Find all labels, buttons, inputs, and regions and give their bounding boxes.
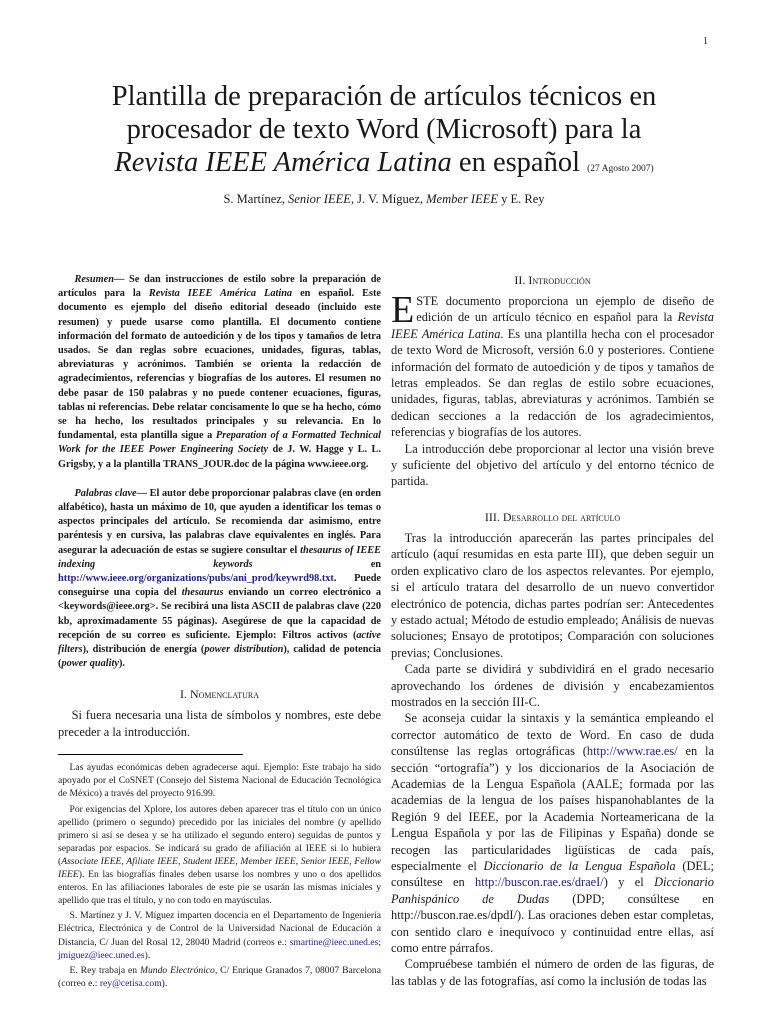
keywords-text: El autor debe proporcionar palabras clave (en orden alfabético), hasta un máximo de 10, que ayuden a identificar los temas o aspectos principales del artículo. Se recomienda dar asimismo, entre paréntesis y en cursiva, las palabras clave equivalentes en inglés. Para asegurar la adecuación de estas se sugiere consultar el bbox=[58, 487, 382, 556]
paper-title bbox=[40, 80, 728, 186]
title-line-3 bbox=[40, 146, 728, 186]
section-body: Compruébese también el número de orden de las figuras, de las tablas y de las fotografías, así como la inclusión de todas las bbox=[391, 957, 714, 988]
author-2: J. V. Míguez, bbox=[354, 192, 427, 206]
abstract bbox=[58, 273, 381, 472]
footnote-text: ). bbox=[144, 949, 151, 961]
footnote-text: , C/ Enrique Granados 7, 08007 Barcelona (correo e.: bbox=[58, 964, 381, 989]
body-italic: Revista IEEE América Latina bbox=[391, 310, 714, 341]
section-body bbox=[391, 710, 714, 956]
abstract-text: de J. W. Hagge y L. L. Grigsby, y a la plantilla TRANS_JOUR.doc de la página www.ieee.org. bbox=[58, 444, 381, 470]
author-2-role: Member IEEE bbox=[426, 192, 498, 206]
body-text: . Es una plantilla hecha con el procesador de texto Word de Microsoft, versión 6.0 y posteriores. Contiene información del formato de autoedición y de tipos y tamaños de letras empleados. Se dan reglas de estilo sobre ecuaciones, unidades, figuras, tablas, abreviaturas y acrónimos. También se dedican secciones a la redacción de los agradecimientos, referencias y biografías de los autores. bbox=[391, 326, 714, 440]
keywords bbox=[58, 487, 381, 672]
footnote bbox=[58, 964, 381, 990]
footnote-italic: Associate IEEE, Afiliate IEEE, Student IEEE, Member IEEE, Senior IEEE, Fellow IEEE bbox=[58, 855, 381, 881]
section-number: I. bbox=[179, 687, 190, 702]
body-italic: Diccionario Panhispánico de Dudas bbox=[391, 875, 714, 906]
footnote-text: ). En las biografías finales deben usarse los nombres y uno o dos apellidos enteros. En las afiliaciones laborales de este pie se usarán las mismas iniciales y apellido que tras el título, y no con todo en mayúsculas. bbox=[58, 869, 381, 907]
journal-name: Revista IEEE América Latina bbox=[114, 147, 452, 178]
drae-link[interactable]: http://buscon.rae.es/draeI/ bbox=[475, 875, 604, 890]
footnote-italic: Mundo Electrónico bbox=[140, 964, 215, 976]
title-date: (27 Agosto 2007) bbox=[587, 164, 654, 174]
footnote-divider bbox=[58, 754, 243, 755]
section-body: Si fuera necesaria una lista de símbolos y nombres, este debe preceder a la introducción. bbox=[58, 708, 381, 739]
title-line-1: Plantilla de preparación de artículos técnicos en bbox=[111, 81, 657, 112]
keywords-link[interactable]: http://www.ieee.org/organizations/pubs/ani_prod/keywrd98.txt bbox=[58, 573, 334, 585]
section-title: Desarrollo del artículo bbox=[502, 509, 621, 524]
abstract-label: Resumen bbox=[74, 274, 114, 285]
section-number: II. bbox=[514, 273, 529, 287]
keywords-italic: power quality bbox=[61, 658, 119, 670]
rae-link[interactable]: http://www.rae.es/ bbox=[586, 744, 678, 759]
footnote-text: Por exigencias del Xplore, los autores deben aparecer tras el título con un único apellido (primero o segundo) precedido por las iniciales del nombre (y apellido primero si así se desea y se ha utilizado el segundo entero) seguidas de puntos y separadas por espacios. Se indicará su grado de afiliación al IEEE si lo hubiera ( bbox=[58, 803, 381, 867]
abstract-journal: Revista IEEE América Latina bbox=[148, 288, 293, 300]
footnote bbox=[58, 909, 381, 961]
email-link[interactable]: rey@cetisa.com bbox=[99, 977, 162, 989]
footnote-text: S. Martínez y J. V. Míguez imparten docencia en el Departamento de Ingeniería Eléctrica, Electrónica y de Control de la Universidad Nacional de Educación a Distancia, C/ Juan del Rosal 12, 28040 Madrid (correos e.: bbox=[58, 910, 381, 948]
section-title: Introducción bbox=[528, 273, 591, 287]
section-heading-development bbox=[391, 510, 714, 525]
footnote-text: E. Rey trabaja en bbox=[69, 964, 141, 976]
keywords-text: ), distribución de energía ( bbox=[82, 644, 205, 656]
title-rest: en español bbox=[451, 147, 588, 178]
section-body: Cada parte se dividirá y subdividirá en el grado necesario aprovechando los órdenes de división y encabezamientos mostrados en la sección III-C. bbox=[391, 662, 714, 709]
left-column bbox=[58, 273, 381, 992]
section-number: III. bbox=[484, 509, 503, 524]
body-text: ) y el bbox=[603, 875, 655, 890]
abstract-reference: Preparation of a Formatted Technical Work for the IEEE Power Engineering Society bbox=[58, 430, 381, 456]
keywords-thesaurus: thesaurus of IEEE indexing keywords bbox=[58, 544, 381, 570]
email-link[interactable]: smartine@ieec.uned.es bbox=[289, 936, 379, 948]
section-body bbox=[391, 289, 714, 441]
author-3: y E. Rey bbox=[498, 192, 545, 206]
section-heading-introduction bbox=[391, 273, 714, 288]
footnote bbox=[58, 803, 381, 908]
body-text: en la sección “ortografía”) y los diccionarios de la Asociación de Academias de la Lengua Española (AALE; formada por las academias de la lengua de los países hispanohablantes de la Región 9 del IEEE, por la Academia Norteamericana de la Lengua Española y por las de Filipinas y España) donde se recogen las particularidades ligüísticas de cada país, especialmente el bbox=[391, 744, 714, 873]
author-1-role: Senior IEEE, bbox=[288, 192, 355, 206]
section-heading-nomenclature bbox=[58, 687, 381, 702]
body-text: (DPD; consúltese en http://buscon.rae.es/dpdI/). Las oraciones deben estar completas, con sentido claro e inequívoco y continuidad entre ellas, así como entre párrafos. bbox=[391, 891, 714, 956]
footnote-text: ). bbox=[161, 977, 168, 989]
footnote-text: ; bbox=[378, 936, 381, 948]
drop-cap: E bbox=[391, 289, 415, 331]
footnote: Las ayudas económicas deben agradecerse aquí. Ejemplo: Este trabajo ha sido apoyado por el CoSNET (Consejo del Sistema Nacional de Educación Tecnológica de México) a través del proyecto 916.99. bbox=[58, 762, 381, 800]
keywords-text: . Puede conseguirse una copia del bbox=[58, 573, 381, 599]
keywords-label: Palabras clave bbox=[74, 487, 137, 499]
section-body: Tras la introducción aparecerán las partes principales del artículo (aquí resumidas en esta parte III), que deben seguir un orden explicativo claro de los aspectos relevantes. Por ejemplo, si el artículo tratara del desarrollo de un nuevo convertidor electrónico de potencia, dichas partes podrían ser: Antecedentes y estado actual; Método de estudio empleado; Análisis de nuevas soluciones; Ensayo de prototipos; Comparación con soluciones previas; Conclusiones. bbox=[391, 530, 714, 660]
body-text: (DEL; consúltese en bbox=[391, 859, 714, 890]
body-text: STE documento proporciona un ejemplo de diseño de edición de un artículo técnico en español para la bbox=[416, 294, 714, 325]
title-line-2: procesador de texto Word (Microsoft) para la bbox=[126, 114, 642, 145]
keywords-dash: — bbox=[136, 487, 150, 499]
email-link[interactable]: jmiguez@ieec.uned.es bbox=[58, 949, 145, 961]
keywords-text: ), calidad de potencia ( bbox=[58, 644, 381, 670]
keywords-text: enviando un correo electrónico a <keywords@ieee.org>. Se recibirá una lista ASCII de palabras clave (220 kb, aproximadamente 55 páginas). Asegúrese de que la capacidad de recepción de su correo es suficiente. Ejemplo: Filtros activos ( bbox=[58, 587, 381, 641]
keywords-italic: thesaurus bbox=[181, 587, 224, 599]
author-1: S. Martínez, bbox=[223, 192, 289, 206]
abstract-dash: — bbox=[113, 274, 130, 285]
section-body: La introducción debe proporcionar al lector una visión breve y suficiente del objetivo del artículo y del entorno técnico de partida. bbox=[391, 441, 714, 489]
abstract-text: en español. Este documento es ejemplo del diseño editorial deseado (incluido este resumen) y puede usarse como plantilla. El documento contiene información del formato de autoedición y de los tipos y tamaños de letra usados. Se dan reglas sobre ecuaciones, unidades, figuras, tablas, abreviaturas y acrónimos. También se orienta la redacción de agradecimientos, referencias y biografías de los autores. El resumen no debe pasar de 150 palabras y no puede contener ecuaciones, figuras, tablas ni referencias. Debe relatar concisamente lo que se ha hecho, cómo se ha hecho, los resultados principales y su relevancia. En lo fundamental, esta plantilla sigue a bbox=[58, 288, 381, 442]
right-column bbox=[391, 273, 714, 989]
abstract-text: Se dan instrucciones de estilo sobre la preparación de artículos para la bbox=[58, 274, 381, 300]
body-text: Se aconseja cuidar la sintaxis y la semántica empleando el corrector automático de texto de Word. En caso de duda consúltense las reglas ortográficas ( bbox=[391, 711, 714, 759]
keywords-text: en bbox=[252, 558, 382, 570]
keywords-italic: power distribution bbox=[204, 644, 284, 656]
keywords-text: ). bbox=[118, 658, 125, 670]
section-title: Nomenclatura bbox=[189, 687, 260, 702]
author-line bbox=[40, 192, 728, 207]
body-italic: Diccionario de la Lengua Española bbox=[483, 859, 676, 873]
keywords-italic: active filters bbox=[58, 629, 381, 656]
page-number: 1 bbox=[703, 36, 708, 47]
